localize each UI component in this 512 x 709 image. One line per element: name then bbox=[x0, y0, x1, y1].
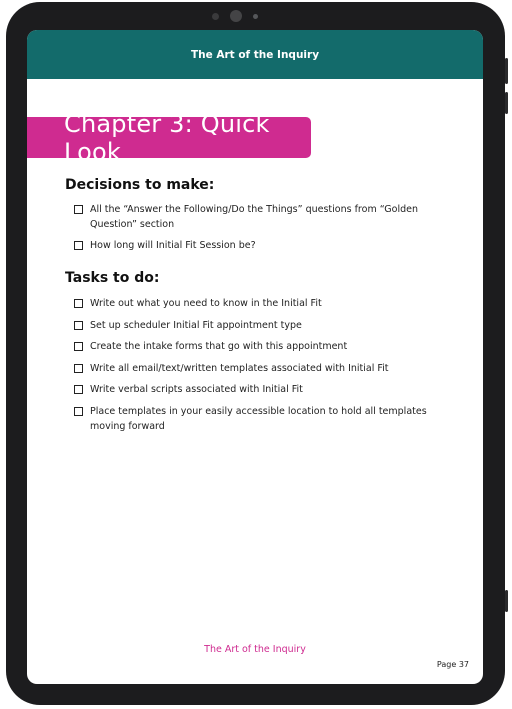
task-item bbox=[74, 318, 454, 333]
task-item-label: Set up scheduler Initial Fit appointment type bbox=[90, 320, 302, 331]
task-item-label: Write out what you need to know in the Initial Fit bbox=[90, 298, 322, 309]
checkbox-icon[interactable] bbox=[74, 364, 83, 373]
task-item-label: Write verbal scripts associated with Initial Fit bbox=[90, 384, 303, 395]
header-title: The Art of the Inquiry bbox=[190, 48, 320, 61]
side-button bbox=[505, 590, 508, 612]
checkbox-icon[interactable] bbox=[74, 407, 83, 416]
task-item-label: Write all email/text/written templates associated with Initial Fit bbox=[90, 363, 389, 374]
volume-button bbox=[505, 92, 508, 114]
chapter-title: Chapter 3: Quick Look bbox=[64, 109, 270, 166]
power-button bbox=[505, 58, 508, 84]
checkbox-icon[interactable] bbox=[74, 342, 83, 351]
checkbox-icon[interactable] bbox=[74, 321, 83, 330]
checkbox-icon[interactable] bbox=[74, 205, 83, 214]
page-number: Page 37 bbox=[436, 660, 469, 669]
checkbox-icon[interactable] bbox=[74, 299, 83, 308]
task-item-label: Place templates in your easily accessible location to hold all templates moving forward bbox=[90, 406, 427, 432]
footer-title: The Art of the Inquiry bbox=[204, 644, 306, 655]
camera-dot-right bbox=[253, 14, 258, 19]
checkbox-icon[interactable] bbox=[74, 385, 83, 394]
task-item-label: Create the intake forms that go with this appointment bbox=[90, 341, 348, 352]
checkbox-icon[interactable] bbox=[74, 241, 83, 250]
page-screen bbox=[27, 30, 483, 684]
camera-dot-left bbox=[212, 13, 219, 20]
decisions-heading: Decisions to make: bbox=[65, 177, 215, 193]
tasks-heading: Tasks to do: bbox=[65, 270, 160, 286]
task-item bbox=[74, 339, 454, 354]
decision-item bbox=[74, 202, 454, 232]
decision-item-label: How long will Initial Fit Session be? bbox=[90, 240, 256, 251]
task-item bbox=[74, 296, 454, 311]
header-bar bbox=[27, 30, 483, 79]
task-item bbox=[74, 382, 454, 397]
camera-lens bbox=[230, 10, 242, 22]
decision-item-label: All the “Answer the Following/Do the Things” questions from “Golden Question” section bbox=[90, 204, 419, 230]
chapter-banner bbox=[27, 109, 311, 166]
tablet-frame bbox=[6, 2, 505, 705]
task-item bbox=[74, 404, 454, 434]
task-item bbox=[74, 361, 454, 376]
decision-item bbox=[74, 238, 454, 253]
